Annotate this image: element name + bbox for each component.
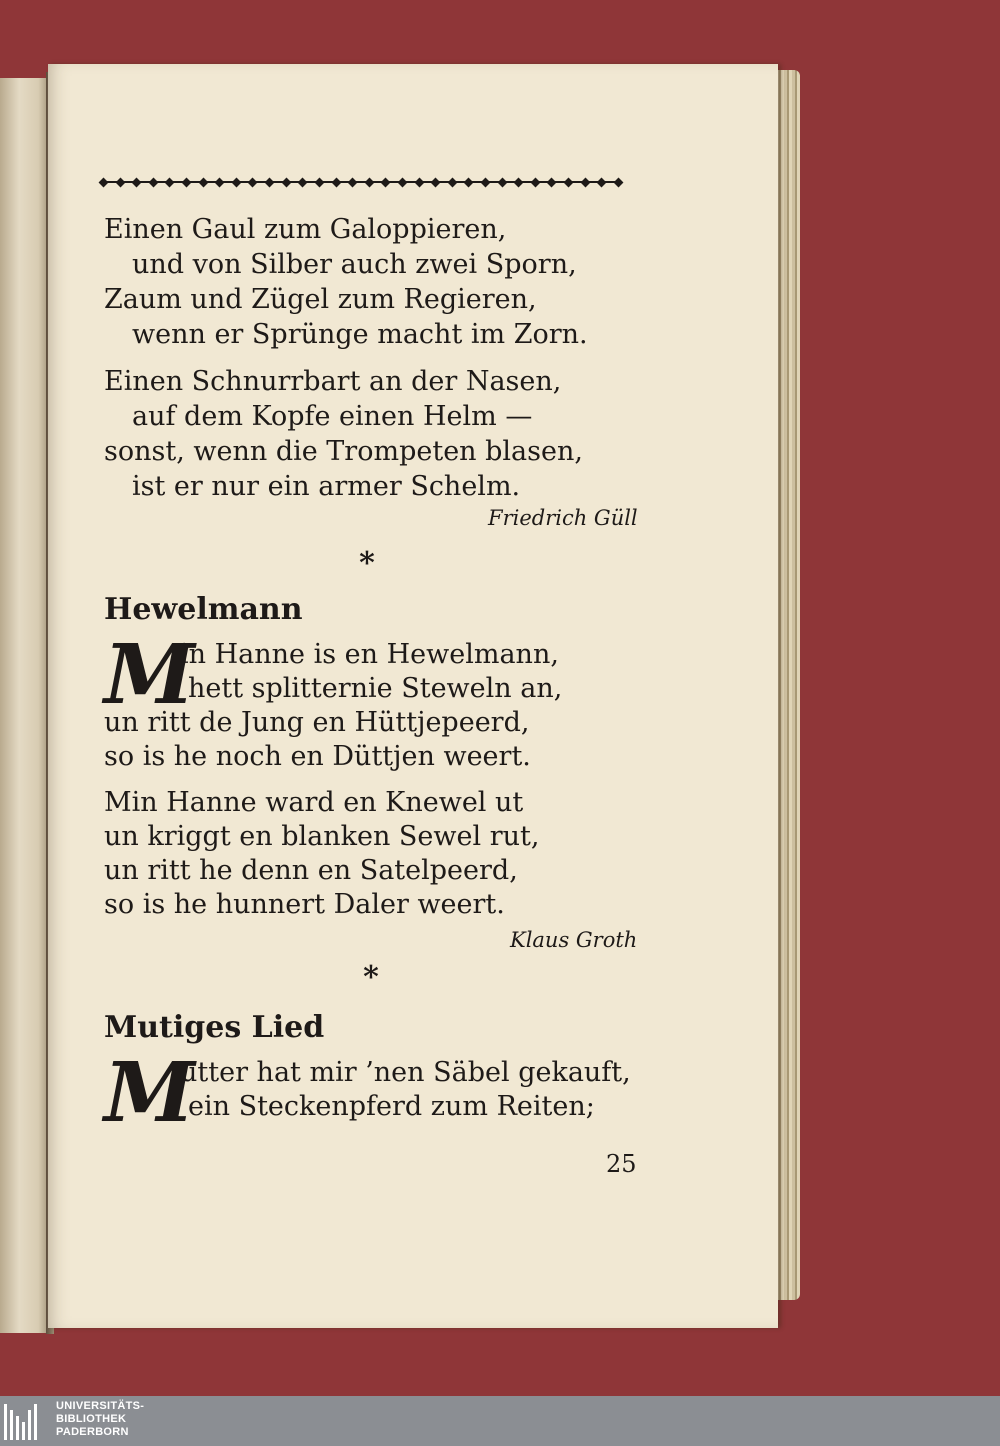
poem2-author: Klaus Groth	[510, 928, 638, 952]
poem-line: utter hat mir ’nen Säbel gekauft,	[180, 1057, 631, 1088]
poem-line: ist er nur ein armer Schelm.	[132, 471, 521, 502]
left-page-edge	[0, 78, 49, 1333]
library-logo-text: UNIVERSITÄTS- BIBLIOTHEK PADERBORN	[56, 1400, 145, 1438]
footer-bar	[0, 1396, 1000, 1446]
section-separator: *	[359, 546, 375, 581]
poem-line: ein Steckenpferd zum Reiten;	[188, 1091, 595, 1122]
poem-line: wenn er Sprünge macht im Zorn.	[132, 319, 588, 350]
poem-line: in Hanne is en Hewelmann,	[180, 639, 559, 670]
poem-line: Zaum und Zügel zum Regieren,	[104, 284, 537, 315]
poem3-dropcap: M	[104, 1045, 195, 1141]
poem-line: auf dem Kopfe einen Helm —	[132, 401, 533, 432]
poem-line: Min Hanne ward en Knewel ut	[104, 787, 524, 818]
poem-line: Einen Schnurrbart an der Nasen,	[104, 366, 562, 397]
poem1-author: Friedrich Güll	[488, 506, 638, 530]
section-separator: *	[363, 960, 379, 995]
poem-line: so is he hunnert Daler weert.	[104, 889, 505, 920]
poem2-dropcap: M	[104, 627, 195, 723]
page-number: 25	[606, 1150, 637, 1178]
poem2-cap-lines	[180, 638, 562, 706]
ornament-rule	[100, 176, 622, 188]
poem-line: sonst, wenn die Trompeten blasen,	[104, 436, 583, 467]
poem3-cap-lines	[180, 1056, 631, 1124]
poem-line: un ritt he denn en Satelpeerd,	[104, 855, 518, 886]
poem-line: un kriggt en blanken Sewel rut,	[104, 821, 540, 852]
poem3-title: Mutiges Lied	[104, 1010, 325, 1045]
poem-line: Einen Gaul zum Galoppieren,	[104, 214, 507, 245]
poem-line: und von Silber auch zwei Sporn,	[132, 249, 577, 280]
poem1-body	[104, 212, 588, 504]
poem2-body	[104, 706, 539, 922]
poem-line: un ritt de Jung en Hüttjepeerd,	[104, 707, 530, 738]
poem-line: so is he noch en Düttjen weert.	[104, 741, 531, 772]
poem2-title: Hewelmann	[104, 592, 303, 627]
poem-line: hett splitternie Steweln an,	[188, 673, 563, 704]
library-logo-icon	[4, 1404, 48, 1440]
